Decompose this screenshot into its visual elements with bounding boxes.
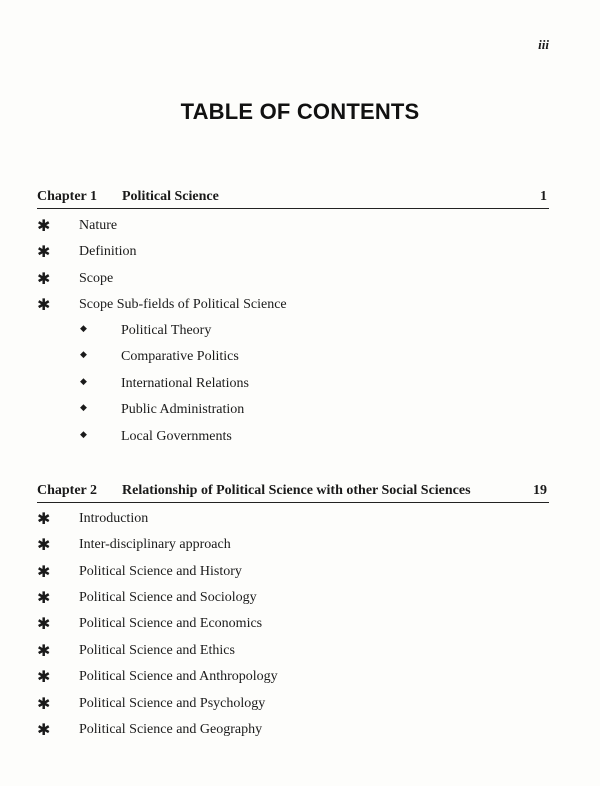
diamond-bullet-icon: ◆ xyxy=(80,350,87,360)
star-bullet-icon: ✱ xyxy=(37,216,51,235)
toc-item-label: Political Science and Economics xyxy=(79,616,263,631)
star-bullet-icon: ✱ xyxy=(37,588,51,607)
toc-subitem-label: Comparative Politics xyxy=(121,349,239,364)
star-bullet-icon: ✱ xyxy=(37,295,51,314)
toc-item-label: Political Science and History xyxy=(79,564,242,579)
diamond-bullet-icon: ◆ xyxy=(80,430,87,440)
chapter-number: Chapter 2 xyxy=(37,483,98,498)
toc-item-label: Political Science and Anthropology xyxy=(79,669,278,684)
toc-item-label: Scope Sub-fields of Political Science xyxy=(79,297,287,312)
star-bullet-icon: ✱ xyxy=(37,694,51,713)
diamond-bullet-icon: ◆ xyxy=(80,377,87,387)
toc-item-label: Inter-disciplinary approach xyxy=(79,537,231,552)
toc-item-label: Political Science and Psychology xyxy=(79,696,266,711)
star-bullet-icon: ✱ xyxy=(37,667,51,686)
diamond-bullet-icon: ◆ xyxy=(80,324,87,334)
star-bullet-icon: ✱ xyxy=(37,720,51,739)
toc-subitem-label: International Relations xyxy=(121,376,249,391)
star-bullet-icon: ✱ xyxy=(37,509,51,528)
toc-subitem-label: Local Governments xyxy=(121,429,232,444)
toc-item-label: Introduction xyxy=(79,511,149,526)
toc-item-label: Scope xyxy=(79,271,114,286)
toc-item-label: Political Science and Sociology xyxy=(79,590,257,605)
star-bullet-icon: ✱ xyxy=(37,269,51,288)
toc-item-label: Nature xyxy=(79,218,118,233)
chapter-2-header[interactable] xyxy=(37,482,549,503)
chapter-title: Political Science xyxy=(122,189,219,204)
star-bullet-icon: ✱ xyxy=(37,641,51,660)
toc-subitem-label: Public Administration xyxy=(121,402,245,417)
diamond-bullet-icon: ◆ xyxy=(80,403,87,413)
toc-item-label: Definition xyxy=(79,244,137,259)
chapter-1-header[interactable] xyxy=(37,188,549,209)
chapter-page: 19 xyxy=(533,483,547,498)
star-bullet-icon: ✱ xyxy=(37,535,51,554)
chapter-title: Relationship of Political Science with other Social Sciences xyxy=(122,483,471,498)
toc-subitem-label: Political Theory xyxy=(121,323,212,338)
star-bullet-icon: ✱ xyxy=(37,614,51,633)
toc-item-label: Political Science and Geography xyxy=(79,722,263,737)
chapter-number: Chapter 1 xyxy=(37,189,98,204)
page-number: iii xyxy=(538,37,549,52)
star-bullet-icon: ✱ xyxy=(37,242,51,261)
star-bullet-icon: ✱ xyxy=(37,562,51,581)
chapter-page: 1 xyxy=(540,189,547,204)
toc-item-label: Political Science and Ethics xyxy=(79,643,235,658)
page-title: TABLE OF CONTENTS xyxy=(180,99,420,124)
